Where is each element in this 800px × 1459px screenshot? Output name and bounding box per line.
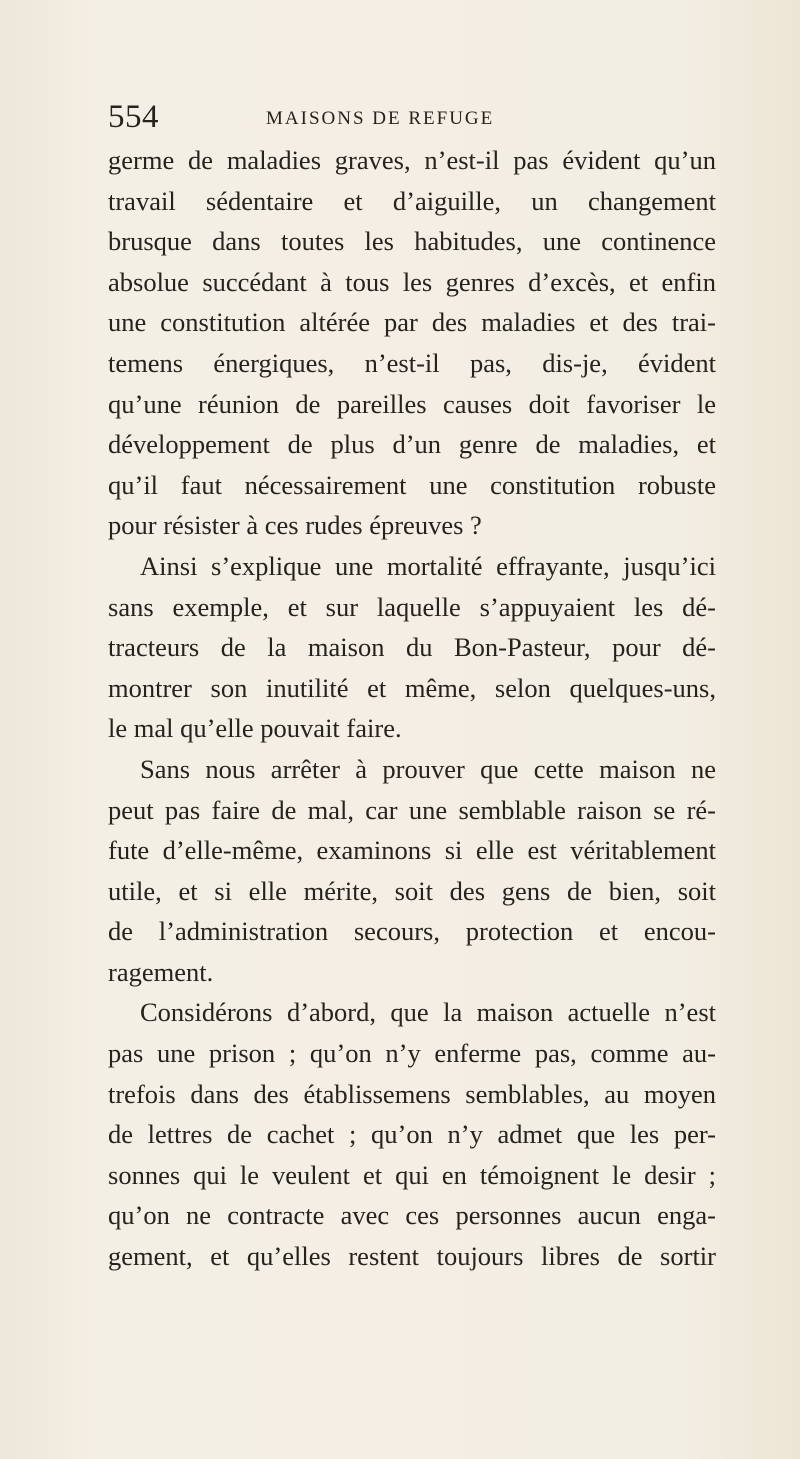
text-line: sans exemple, et sur laquelle s’appuyaient les dé- [108,591,716,622]
text-line: montrer son inutilité et même, selon quelques-uns, [108,672,716,703]
text-line: le mal qu’elle pouvait faire. [108,713,402,744]
text-line: gement, et qu’elles restent toujours libres de sortir [108,1241,716,1272]
paragraph-start-line: Sans nous arrêter à prouver que cette maison ne [140,753,716,784]
running-head: MAISONS DE REFUGE [266,108,495,129]
page-header [108,92,688,142]
text-line: peut pas faire de mal, car une semblable raison se ré- [108,794,716,825]
text-line: absolue succédant à tous les genres d’excès, et enfin [108,266,716,297]
text-line: qu’une réunion de pareilles causes doit favoriser le [108,388,716,419]
text-line: pour résister à ces rudes épreuves ? [108,510,482,541]
paragraph-start-line: Ainsi s’explique une mortalité effrayante, jusqu’ici [140,550,716,581]
page-number: 554 [108,99,159,135]
text-line: travail sédentaire et d’aiguille, un changement [108,185,716,216]
text-line: temens énergiques, n’est-il pas, dis-je, évident [108,347,716,378]
text-line: de l’administration secours, protection et encou- [108,916,716,947]
text-line: qu’on ne contracte avec ces personnes aucun enga- [108,1200,716,1231]
text-line: germe de maladies graves, n’est-il pas évident qu’un [108,145,716,175]
text-line: pas une prison ; qu’on n’y enferme pas, comme au- [108,1038,716,1069]
text-line: tracteurs de la maison du Bon-Pasteur, pour dé- [108,632,716,663]
text-line: brusque dans toutes les habitudes, une continence [108,226,716,257]
text-line: ragement. [108,956,214,987]
text-line: qu’il faut nécessairement une constitution robuste [108,469,716,500]
text-line: développement de plus d’un genre de maladies, et [108,429,716,460]
text-line: sonnes qui le veulent et qui en témoignent le desir ; [108,1159,716,1190]
text-line: de lettres de cachet ; qu’on n’y admet que les per- [108,1119,716,1150]
text-line: trefois dans des établissemens semblables, au moyen [108,1078,716,1109]
paragraph-start-line: Considérons d’abord, que la maison actuelle n’est [140,997,716,1028]
text-line: fute d’elle-même, examinons si elle est véritablement [108,835,716,866]
text-line: utile, et si elle mérite, soit des gens de bien, soit [108,875,716,906]
text-line: une constitution altérée par des maladies et des trai- [108,307,716,338]
body-text [108,140,716,1277]
